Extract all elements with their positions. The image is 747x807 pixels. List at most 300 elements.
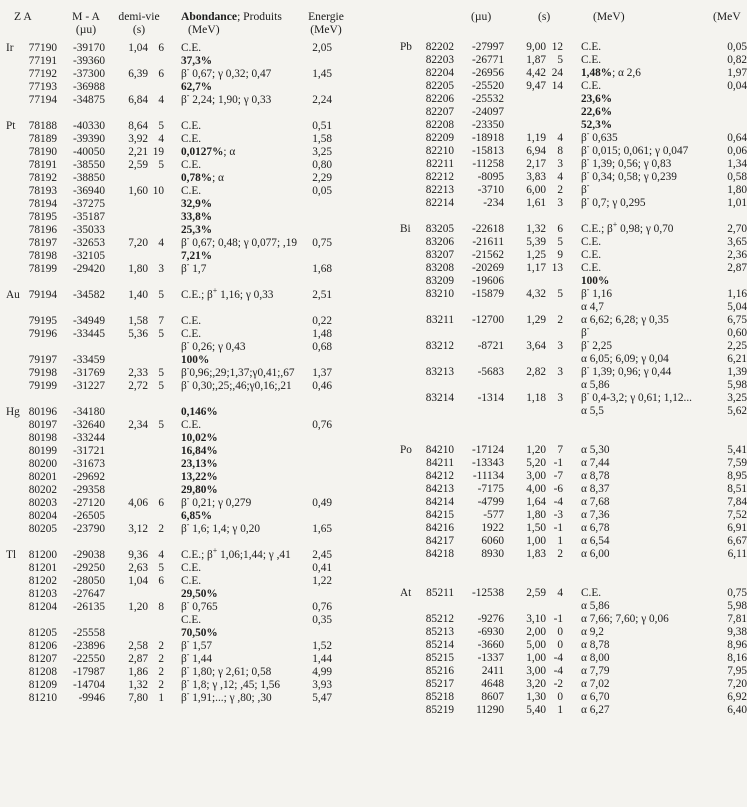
energy: 0,75 [312,237,332,249]
abundance-products: C.E. [581,41,602,53]
energy: 0,05 [727,41,747,53]
mass-excess: -22618 [471,223,504,235]
half-life: 5,39 [526,236,546,248]
half-life-exponent: 4 [158,237,164,249]
mass-excess: -234 [483,197,504,209]
energy: 7,81 [727,613,747,625]
nuclide-row [400,262,745,275]
half-life-exponent: 5 [557,236,563,248]
abundance-products: α 8,78 [581,639,610,651]
nuclide-row [6,393,361,406]
abundance-products: α 4,7 [581,301,604,313]
abundance-products: α 5,86 [581,600,610,612]
abundance-products: 0,0127%; α [181,146,236,158]
half-life-exponent: -6 [553,483,563,495]
nuclide-row [400,54,745,67]
energy: 0,05 [312,185,332,197]
half-life-exponent: 3 [557,340,563,352]
half-life-exponent: -4 [553,665,563,677]
z-a-value: 81204 [28,601,57,613]
mass-excess: -12700 [471,314,504,326]
mass-excess: -31673 [72,458,105,470]
half-life-exponent: 1 [557,704,563,716]
mass-excess: 2411 [481,665,504,677]
half-life: 1,80 [128,263,148,275]
energy: 0,41 [312,562,332,574]
z-a-value: 84217 [425,535,454,547]
nuclide-row [6,42,361,55]
nuclide-row [6,224,361,237]
energy: 1,44 [312,653,332,665]
half-life-exponent: -1 [553,522,563,534]
nuclide-row [6,260,361,276]
half-life-exponent: 4 [557,132,563,144]
abundance-products: C.E. [581,236,602,248]
abundance-products: 70,50% [181,627,218,639]
half-life-exponent: 3 [557,197,563,209]
z-a-value: 80198 [28,432,57,444]
energy: 5,98 [727,379,747,391]
nuclide-row [400,236,745,249]
nuclide-row [6,419,361,432]
half-life-exponent: 6 [158,68,164,80]
mass-excess: -9276 [477,613,504,625]
abundance-products: α 7,66; 7,60; γ 0,06 [581,613,669,625]
abundance-products: α 6,78 [581,522,610,534]
abundance-products: C.E. [181,133,202,145]
abundance-products: α 7,36 [581,509,610,521]
z-a-value: 78193 [28,185,57,197]
mass-excess: -25520 [471,80,504,92]
half-life: 2,72 [128,380,148,392]
mass-excess: 4648 [481,678,504,690]
nuclide-row [400,93,745,106]
half-life: 1,00 [526,652,546,664]
abundance-products: 0,78%; α [181,172,224,184]
mass-excess: -26135 [72,601,105,613]
nuclide-row [6,377,361,393]
mass-excess: -32653 [72,237,105,249]
half-life: 3,00 [526,470,546,482]
half-life-exponent: -7 [553,470,563,482]
z-a-value: 85214 [425,639,454,651]
z-a-value: 83206 [425,236,454,248]
mass-excess: -38850 [72,172,105,184]
element-symbol: Pt [6,120,16,132]
abundance-products: 13,22% [181,471,218,483]
half-life: 1,19 [526,132,546,144]
abundance-products: β- 0,4-3,2; γ 0,61; 1,12... [581,389,693,404]
header-energy: Energie (MeV) [308,10,344,36]
mass-excess: -7175 [477,483,504,495]
half-life-exponent: 1 [158,692,164,704]
half-life-exponent: 4 [557,171,563,183]
half-life: 5,40 [526,704,546,716]
half-life: 1,40 [128,289,148,301]
z-a-value: 80199 [28,445,57,457]
nuclide-row [400,457,745,470]
half-life: 1,00 [526,535,546,547]
half-life: 3,20 [526,678,546,690]
energy: 6,40 [727,704,747,716]
mass-excess: -27120 [72,497,105,509]
half-life-exponent: -1 [553,613,563,625]
energy: 2,70 [727,223,747,235]
nuclide-row [400,168,747,184]
half-life: 1,80 [526,509,546,521]
z-a-value: 79198 [28,367,57,379]
energy: 8,96 [727,639,747,651]
abundance-products: C.E. [181,614,202,626]
half-life-exponent: 3 [557,158,563,170]
abundance-products: 37,3% [181,55,213,67]
energy: 2,25 [727,340,747,352]
half-life-exponent: 3 [557,366,563,378]
mass-excess: -26771 [471,54,504,66]
half-life: 6,39 [128,68,148,80]
z-a-value: 77192 [28,68,57,80]
abundance-products: C.E. [181,575,202,587]
half-life-exponent: 6 [557,223,563,235]
z-a-value: 81203 [28,588,57,600]
half-life-exponent: 0 [557,626,563,638]
half-life: 3,00 [526,665,546,677]
nuclide-row [400,301,745,314]
nuclide-row [6,689,361,705]
nuclide-row [6,91,361,107]
energy: 8,16 [727,652,747,664]
z-a-value: 81209 [28,679,57,691]
nuclide-row [6,406,361,419]
mass-excess: -29358 [72,484,105,496]
nuclide-row [400,324,747,340]
half-life-exponent: 4 [557,587,563,599]
energy: 0,06 [727,145,747,157]
z-a-value: 85213 [425,626,454,638]
half-life-exponent: 5 [557,288,563,300]
nuclide-row [400,119,745,132]
nuclide-row [400,678,745,691]
element-symbol: Tl [6,549,17,561]
nuclide-row [400,314,745,327]
abundance-products: α 6,54 [581,535,610,547]
z-a-value: 82208 [425,119,454,131]
mass-excess: -23896 [72,640,105,652]
energy: 6,67 [727,535,747,547]
half-life-exponent: 2 [158,666,164,678]
half-life-exponent: 0 [557,639,563,651]
abundance-products: β- 1,57 [181,637,213,652]
energy: 5,47 [312,692,332,704]
z-a-value: 83210 [425,288,454,300]
energy: 1,97 [727,67,747,79]
mass-excess: -34875 [72,94,105,106]
mass-excess: -8721 [477,340,504,352]
header-abundance-products: Abondance; Produits (MeV) [181,10,282,36]
nuclide-row [6,510,361,523]
mass-excess: -32105 [72,250,105,262]
abundance-products: β- 0,7; γ 0,295 [581,194,646,209]
half-life: 6,94 [526,145,546,157]
z-a-value: 79194 [28,289,57,301]
mass-excess: -32640 [72,419,105,431]
half-life: 1,20 [526,444,546,456]
half-life-exponent: 3 [158,263,164,275]
mass-excess: -21611 [472,236,504,248]
z-a-value: 77190 [28,42,57,54]
nuclide-row [6,536,361,549]
mass-excess: -29038 [72,549,105,561]
mass-excess: -26505 [72,510,105,522]
abundance-products: α 6,27 [581,704,610,716]
z-a-value: 84213 [425,483,454,495]
nuclide-row [6,276,361,289]
mass-excess: 6060 [481,535,504,547]
mass-excess: -29250 [72,562,105,574]
nuclide-row [6,286,361,302]
energy: 0,80 [312,159,332,171]
half-life: 6,00 [526,184,546,196]
abundance-products: 10,02% [181,432,218,444]
nuclide-row [400,639,745,652]
z-a-value: 80202 [28,484,57,496]
z-a-value: 82204 [425,67,454,79]
half-life-exponent: 5 [158,419,164,431]
abundance-products: α 7,79 [581,665,610,677]
half-life: 1,29 [526,314,546,326]
nuclide-row [6,484,361,497]
nuclide-row [400,548,745,561]
energy: 2,29 [312,172,332,184]
nuclide-row [6,637,361,653]
nuclide-row [6,185,361,198]
z-a-value: 82211 [426,158,454,170]
energy: 2,51 [312,289,332,301]
energy: 5,62 [727,405,747,417]
half-life: 1,25 [526,249,546,261]
half-life-exponent: 19 [152,146,164,158]
energy: 0,22 [312,315,332,327]
z-a-value: 78192 [28,172,57,184]
energy: 3,25 [727,392,747,404]
abundance-products: 62,7% [181,81,213,93]
energy: 0,82 [727,54,747,66]
abundance-products: β- 2,25 [581,337,613,352]
half-life-exponent: 2 [158,640,164,652]
z-a-value: 84215 [425,509,454,521]
abundance-products: 29,50% [181,588,218,600]
z-a-value: 78196 [28,224,57,236]
nuclide-row [400,600,745,613]
z-a-value: 85212 [425,613,454,625]
abundance-products: β- [581,181,590,196]
element-symbol: Au [6,289,20,301]
abundance-products: β-0,96;,29;1,37;γ0,41;,67 [181,364,295,379]
half-life: 4,42 [526,67,546,79]
half-life: 1,04 [128,575,148,587]
energy: 4,99 [312,666,332,678]
mass-excess: 8930 [481,548,504,560]
mass-excess: -36940 [72,185,105,197]
nuclide-row [400,389,747,405]
z-a-value: 82206 [425,93,454,105]
nuclide-row [400,129,747,145]
energy: 0,68 [312,341,332,353]
mass-excess: 11290 [476,704,504,716]
nuclide-row [6,159,361,172]
abundance-products: C.E. [181,562,202,574]
z-a-value: 83213 [425,366,454,378]
abundance-products: 22,6% [581,106,613,118]
energy: 6,21 [727,353,747,365]
half-life: 2,63 [128,562,148,574]
energy: 8,95 [727,470,747,482]
mass-excess: -33459 [72,354,105,366]
mass-excess: -21562 [471,249,504,261]
abundance-products: C.E. [181,159,202,171]
z-a-value: 78195 [28,211,57,223]
header-half-life: demi-vie (s) [118,10,160,36]
element-symbol: At [400,587,412,599]
z-a-value: 77193 [28,81,57,93]
half-life-exponent: 8 [158,601,164,613]
abundance-products: β- 1,80; γ 2,61; 0,58 [181,663,272,678]
nuclide-row [400,210,745,223]
nuclide-row [6,81,361,94]
half-life: 5,36 [128,328,148,340]
z-a-value: 81210 [28,692,57,704]
abundance-products: C.E. [581,80,602,92]
nuclide-row [400,587,745,600]
energy: 8,51 [727,483,747,495]
half-life: 8,64 [128,120,148,132]
abundance-products: α 7,68 [581,496,610,508]
energy: 1,22 [312,575,332,587]
nuclide-row [400,41,745,54]
half-life: 1,86 [128,666,148,678]
abundance-products: 100% [181,354,210,366]
half-life: 1,32 [526,223,546,235]
abundance-products: β- [581,324,590,339]
z-a-value: 80201 [28,471,57,483]
half-life-exponent: 12 [551,41,563,53]
z-a-value: 78197 [28,237,57,249]
nuclide-row [400,80,745,93]
half-life-exponent: 4 [158,133,164,145]
half-life: 2,82 [526,366,546,378]
energy: 5,98 [727,600,747,612]
mass-excess: -28050 [72,575,105,587]
nuclide-row [6,65,361,81]
z-a-value: 81208 [28,666,57,678]
nuclide-row [400,652,745,665]
half-life-exponent: 6 [158,42,164,54]
abundance-products: α 8,37 [581,483,610,495]
mass-excess: -12538 [471,587,504,599]
half-life-exponent: 3 [557,392,563,404]
half-life-exponent: 9 [557,249,563,261]
energy: 0,49 [312,497,332,509]
nuclide-row [400,379,745,392]
nuclide-row [400,496,745,509]
abundance-products: α 8,78 [581,470,610,482]
z-a-value: 84216 [425,522,454,534]
abundance-products: α 6,62; 6,28; γ 0,35 [581,314,669,326]
nuclide-row [400,418,745,431]
mass-excess: -29420 [72,263,105,275]
half-life: 4,06 [128,497,148,509]
abundance-products: α 6,70 [581,691,610,703]
half-life: 2,17 [526,158,546,170]
z-a-value: 85219 [425,704,454,716]
half-life: 5,20 [526,457,546,469]
abundance-products: 16,84% [181,445,218,457]
half-life: 2,59 [526,587,546,599]
mass-excess: -20269 [471,262,504,274]
energy: 3,65 [727,236,747,248]
abundance-products: β- 1,8; γ ,12; ,45; 1,56 [181,676,281,691]
z-a-value: 83209 [425,275,454,287]
mass-excess: -13343 [471,457,504,469]
nuclide-row [6,146,361,159]
abundance-products: 6,85% [181,510,213,522]
abundance-products: C.E. [581,262,602,274]
energy: 1,16 [727,288,747,300]
energy: 7,20 [727,678,747,690]
z-a-value: 82209 [425,132,454,144]
z-a-value: 80205 [28,523,57,535]
half-life: 1,17 [526,262,546,274]
z-a-value: 80197 [28,419,57,431]
mass-excess: -11134 [472,470,504,482]
abundance-products: 25,3% [181,224,213,236]
half-life-exponent: 5 [158,562,164,574]
mass-excess: -39390 [72,133,105,145]
abundance-products: 0,146% [181,406,218,418]
nuclide-row [6,315,361,328]
half-life: 1,83 [526,548,546,560]
nuclide-row [400,249,745,262]
half-life: 3,83 [526,171,546,183]
energy: 1,65 [312,523,332,535]
abundance-products: α 5,86 [581,379,610,391]
half-life-exponent: 5 [158,328,164,340]
energy: 0,58 [727,171,747,183]
mass-excess: -577 [483,509,504,521]
z-a-value: 77194 [28,94,57,106]
abundance-products: α 5,5 [581,405,604,417]
nuclide-row [400,626,745,639]
half-life-exponent: 6 [158,497,164,509]
nuclide-row [6,133,361,146]
abundance-products: β- 1,91;...; γ ,80; ,30 [181,689,272,704]
abundance-products: β- 0,635 [581,129,618,144]
header-mass-excess: M - A (µu) [72,10,100,36]
abundance-products: C.E. [181,42,202,54]
abundance-products: 33,8% [181,211,213,223]
half-life-exponent: -3 [553,509,563,521]
half-life: 4,00 [526,483,546,495]
nuclide-row [400,353,745,366]
header-right-energy-unit: (MeV [713,10,741,23]
z-a-value: 83212 [425,340,454,352]
nuclide-row [400,275,745,288]
mass-excess: -25558 [72,627,105,639]
abundance-products: C.E. [181,185,202,197]
nuclide-row [400,509,745,522]
nuclide-row [400,220,747,236]
mass-excess: -23350 [471,119,504,131]
